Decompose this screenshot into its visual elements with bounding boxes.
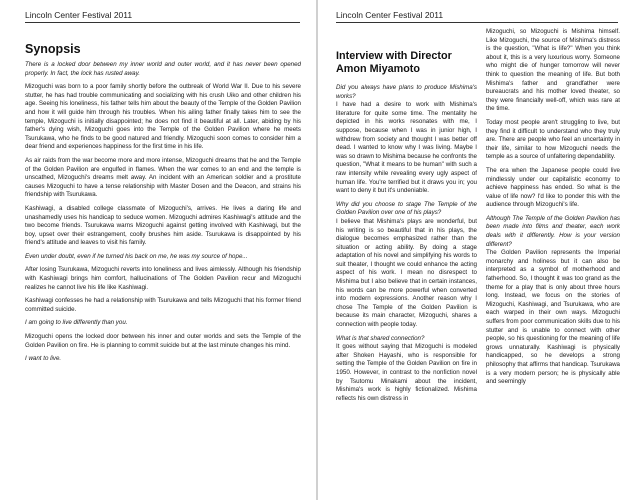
interview-question: Did you always have plans to produce Mishima's works? xyxy=(336,84,477,100)
interview-entry xyxy=(336,84,477,196)
interview-answer: I believe that Mishima's plays are wonderful, but his writing is so beautiful that in his plays, the dialogue becomes emphasized rather than the situation or acting ability. By doing a stage adaptation of his novel and simplifying his words to suit theater, I thought we could enhance the acting aspect of his work. I mean no disrespect to Mishima but I also believe that in certain instances, his words can be more powerful when converted into modern expressions. Another reason why I chose The Temple of the Golden Pavilion is because its main character, Mizoguchi, shares a connection with people today. xyxy=(336,217,477,329)
interview-title: Interview with Director Amon Miyamoto xyxy=(336,50,452,75)
interview-entry xyxy=(486,119,620,162)
synopsis-paragraph: Mizoguchi opens the locked door between his inner and outer worlds and sets the Temple of the Golden Pavilion on fire. He is planning to commit suicide but at the last minute changes his mind. xyxy=(25,333,301,349)
synopsis-intro: There is a locked door between my inner world and outer world, and it has never been opened properly. In fact, the lock has rusted away. xyxy=(25,61,301,77)
interview-answer: Mizoguchi, so Mizoguchi is Mishima himself. Like Mizoguchi, the source of Mishima's distress is the question, "What is life?" When you think about it, this is a very luxurious worry. Someone who might die of hunger tomorrow will never think to question the meaning of life. But both Mishima's father and grandfather were bureaucrats and his mother loved theater, so they were financially well-off, which was rare at the time. xyxy=(486,28,620,113)
right-page xyxy=(318,0,634,500)
interview-entry xyxy=(486,215,620,387)
synopsis-title: Synopsis xyxy=(25,42,81,56)
running-head-left: Lincoln Center Festival 2011 xyxy=(25,10,133,20)
synopsis-paragraph: After losing Tsurukawa, Mizoguchi reverts into loneliness and lives aimlessly. Although his friendship with Kashiwagi brings him comfort, hallucinations of The Golden Pavilion recur and Mizoguchi realizes he cannot live his life like Kashiwagi. xyxy=(25,266,301,291)
interview-answer: It goes without saying that Mizoguchi is modeled after Shoken Hayashi, who is responsible for setting the Temple of the Golden Pavilion on fire in 1950. However, in contrast to the nonfiction novel by Tsutomu Minakami about the incident, Mishima's work is highly fictionalized. Mishima reflects his own distress in xyxy=(336,343,477,402)
interview-entry xyxy=(486,167,620,210)
synopsis-paragraph: As air raids from the war become more and more intense, Mizoguchi dreams that he and the Temple of the Golden Pavilion are engulfed in flames. When the war comes to an end and the temple is unscathed, Mizoguchi's dreams melt away. An incident with an American soldier and a prostitute causes Mizoguchi to have a tense relationship with Master Dosen and the Deacon, and strains his friendship with Tsurukawa. xyxy=(25,156,301,199)
interview-answer: The era when the Japanese people could live mindlessly under our capitalistic economy to achieve happiness has ended. So what is the value of life now? I'd like to ponder this with the audience through Mizoguchi's life. xyxy=(486,166,620,209)
interview-answer: The Golden Pavilion represents the Imperial monarchy and holiness but it can also be interpreted as a symbol of motherhood and fatherhood. So, I thought it was too grand as the theme for a play that is only about three hours long. Instead, we focus on the stories of Mizoguchi, Kashiwagi, and Tsurukawa, who are each warped in their own ways. Mizoguchi suffers from poor communication skills due to his stutter and is unable to connect with other people, so his questioning for the meaning of life grows unnaturally. Kashiwagi is physically handicapped, so he develops a strong philosophy that affirms that handicap. Tsurukawa is a very modern person; he is physically able and seemingly xyxy=(486,249,620,386)
interview-question: Why did you choose to stage The Temple of the Golden Pavilion over one of his plays? xyxy=(336,200,477,217)
interview-entry xyxy=(336,201,477,330)
synopsis-quote: I am going to live differently than you. xyxy=(25,319,128,327)
interview-answer: Today most people aren't struggling to live, but they find it difficult to understand who they truly are. There are people who feel an uncertainty in their life, similar to how Mizoguchi needs the temple as a source of unfaltering dependability. xyxy=(486,118,620,161)
synopsis-quote: I want to live. xyxy=(25,355,62,363)
interview-answer: I have had a desire to work with Mishima's literature for quite some time. The mentality he depicted in his works resonates with me, I suppose, because when I was in junior high, I withdrew from society and thought I was better off dead. I wanted to know why I was living. Maybe I was so drawn to Mishima because he confronts the question, "What it means to be human" with such a raw intensity while revealing every ugly aspect of human life. You're terrified but it draws you in; you want to deny it but it's undeniable. xyxy=(336,101,477,195)
running-head-right: Lincoln Center Festival 2011 xyxy=(336,10,444,20)
header-rule-right xyxy=(336,22,618,23)
synopsis-paragraph: Mizoguchi was born to a poor family shortly before the outbreak of World War II. Due to his severe stutter, he has had trouble communicating and socializing with his crush Uiko and other children his age. Seeing his loneliness, his father tells him about the beauty of the Temple of the Golden Pavilion and how it will guide him through his troubles. When his ailing father finally takes him to see the temple, Mizoguchi is initially disappointed; he does not find it beautiful at all. Later, abiding by his father's dying wish, Mizoguchi goes into the Temple of the Golden Pavilion where he meets Tsurukawa, who he finds to be good natured and friendly. Mizoguchi soon comes to consider him a dear friend and experiences happiness for the first time in his life. xyxy=(25,83,301,151)
interview-column-1 xyxy=(336,36,477,496)
interview-column-2 xyxy=(486,28,620,488)
synopsis-body xyxy=(25,36,301,496)
synopsis-paragraph: Kashiwagi confesses he had a relationship with Tsurukawa and tells Mizoguchi that his former friend committed suicide. xyxy=(25,297,301,313)
synopsis-paragraph: Kashiwagi, a disabled college classmate of Mizoguchi's, arrives. He lives a daring life and unashamedly uses his handicap to seduce women. Mizoguchi admires Kashiwagi's attitude and the two become friends. Tsurukawa warns Mizoguchi against getting involved with Kashiwagi, but the boy, upset over their estrangement, coolly brushes him aside. Tsurukawa is disappointed by his friend's attitude and leaves to visit his family. xyxy=(25,204,301,247)
synopsis-quote: Even under doubt, even if he turned his back on me, he was my source of hope... xyxy=(25,252,248,260)
interview-entry xyxy=(486,28,620,114)
interview-entry xyxy=(336,335,477,404)
header-rule-left xyxy=(25,22,300,23)
interview-question: Although The Temple of the Golden Pavilion has been made into films and theater, each work deals with it differently. How is your version different? xyxy=(486,214,620,248)
interview-question: What is that shared connection? xyxy=(336,334,425,342)
